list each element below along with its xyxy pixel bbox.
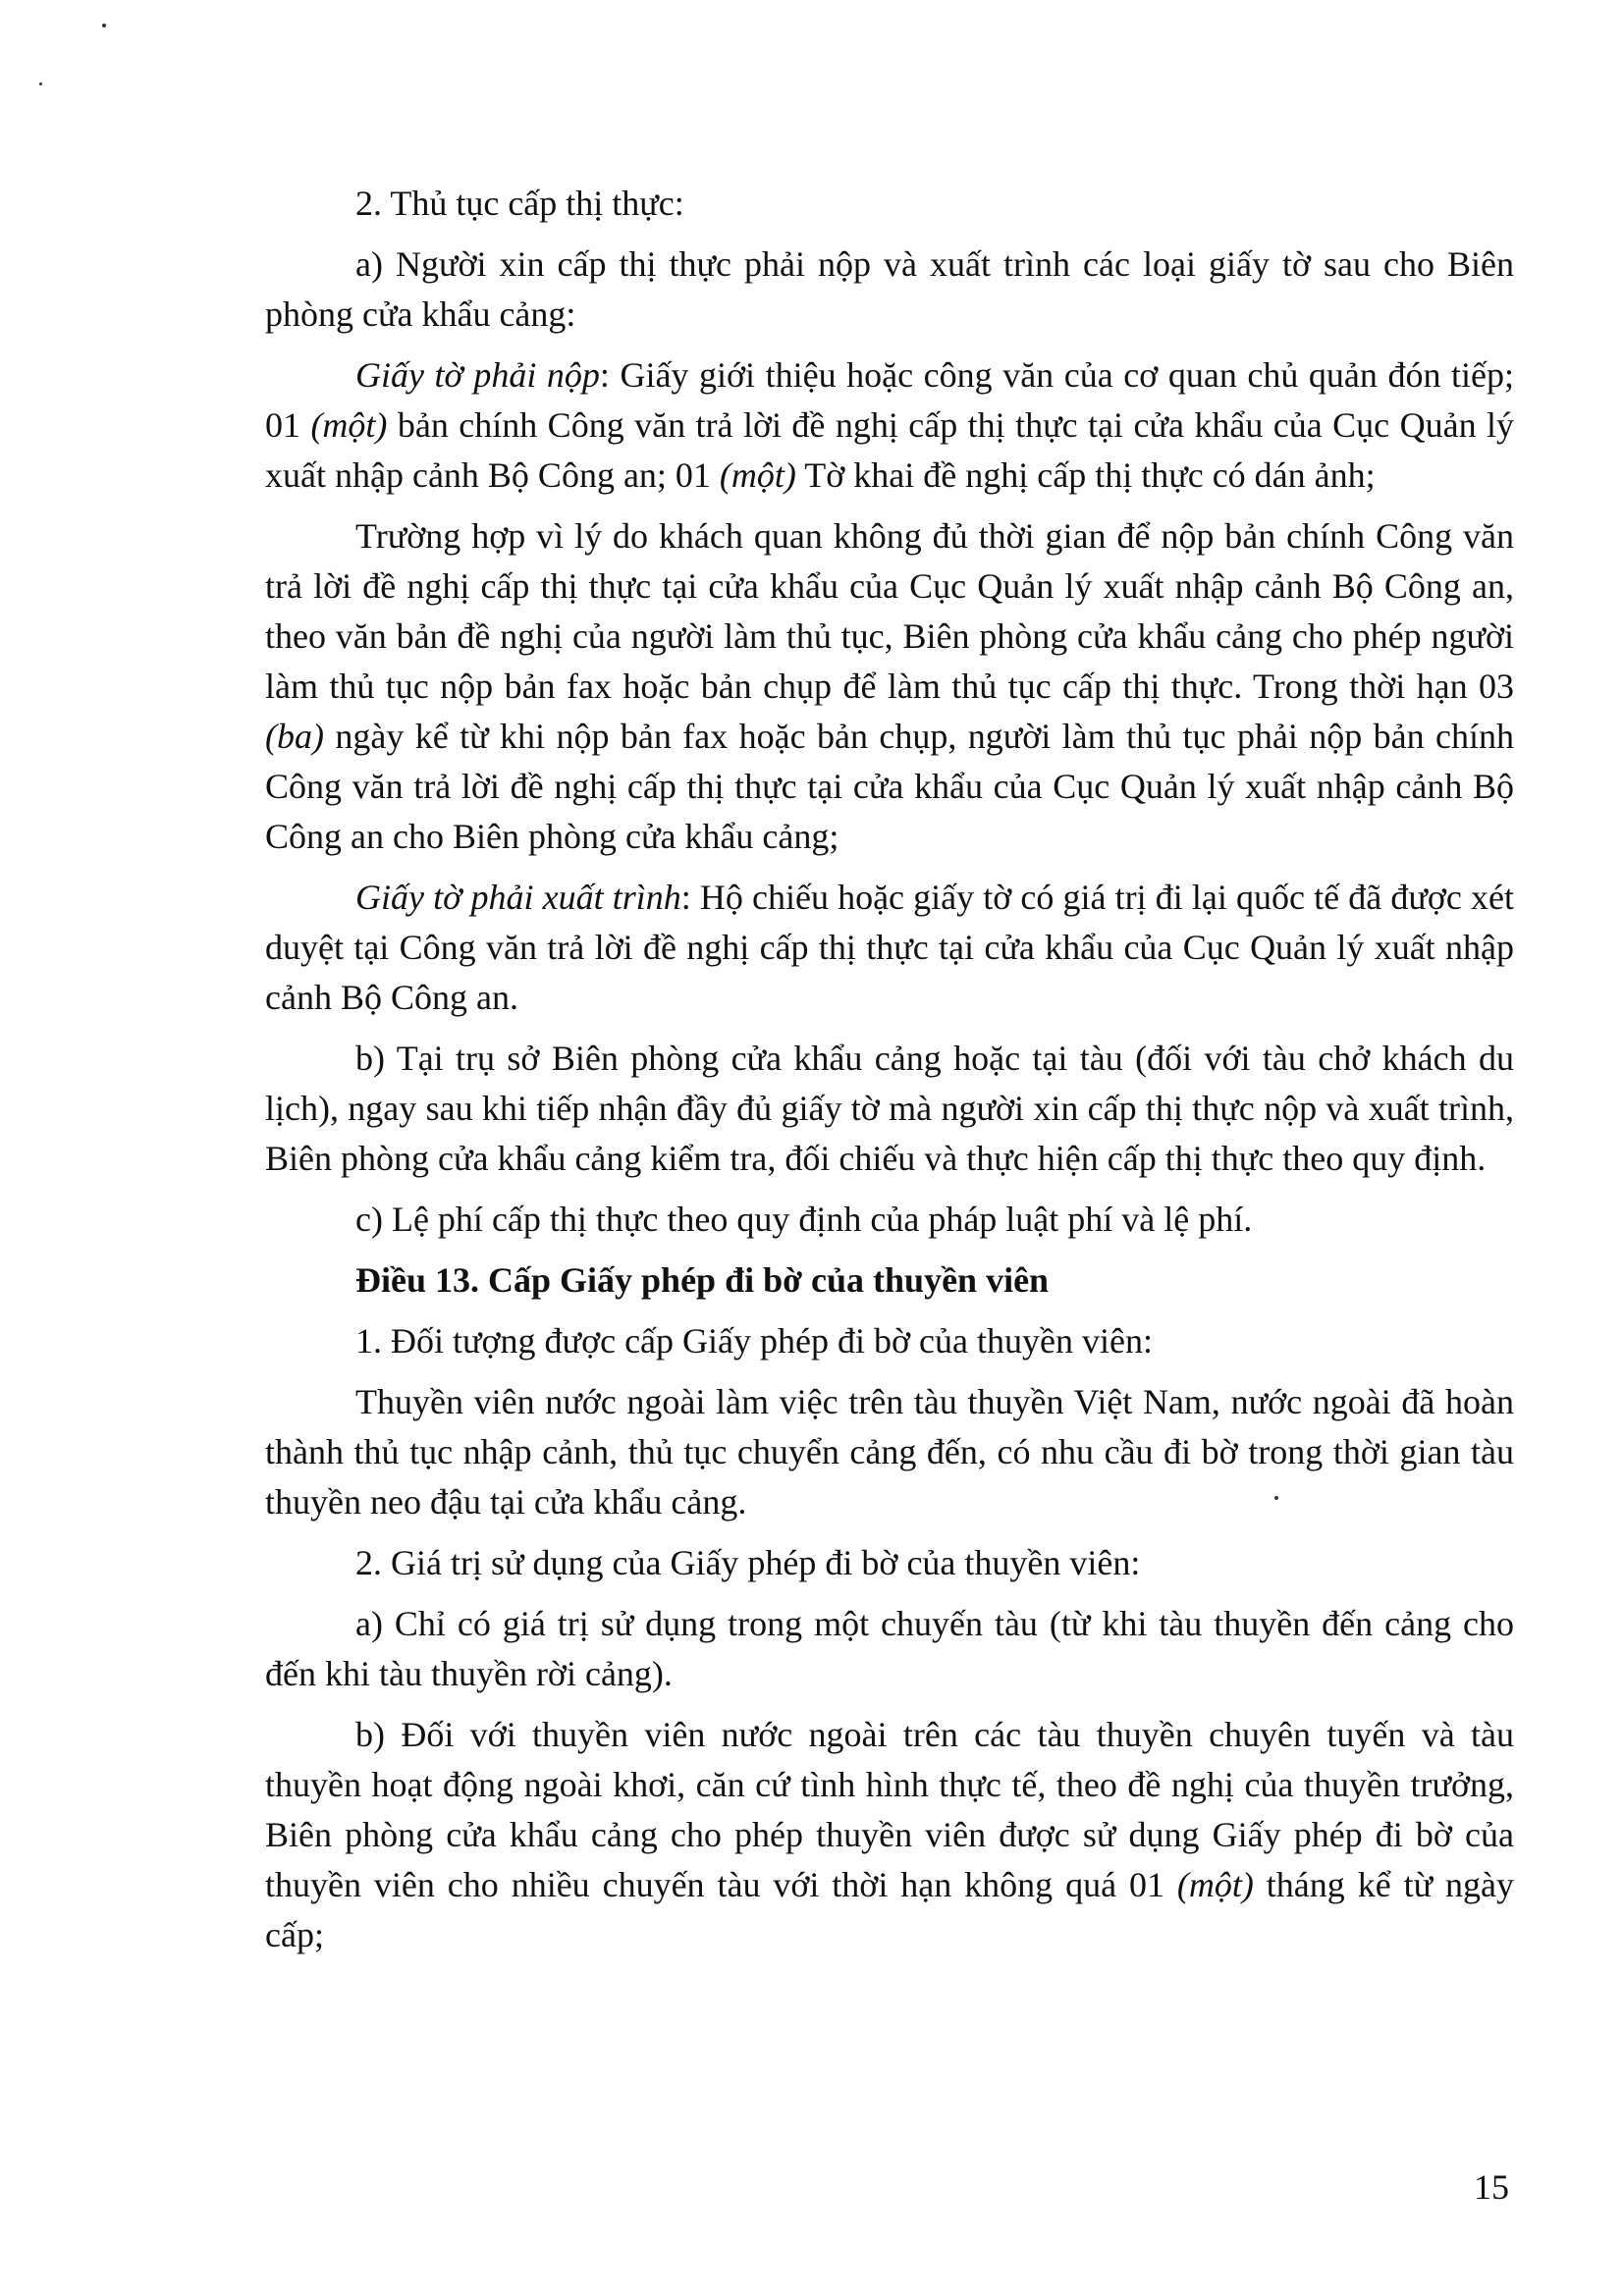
- paragraph-eligible-persons: 1. Đối tượng được cấp Giấy phép đi bờ của thuyền viên:: [355, 1321, 1153, 1361]
- page-number: 15: [1474, 2167, 1509, 2207]
- paragraph-visa-procedure: 2. Thủ tục cấp thị thực:: [355, 184, 684, 223]
- document-body: [265, 179, 1514, 1960]
- paragraph-single-voyage: a) Chỉ có giá trị sử dụng trong một chuyến tàu (từ khi tàu thuyền đến cảng cho đến khi tàu thuyền rời cảng).: [265, 1604, 1514, 1693]
- paragraph-documents-to-submit: Giấy tờ phải nộp: Giấy giới thiệu hoặc công văn của cơ quan chủ quản đón tiếp; 01 (một) bản chính Công văn trả lời đề nghị cấp thị thực tại cửa khẩu của Cục Quản lý xuất nhập cảnh Bộ Công an; 01 (một) Tờ khai đề nghị cấp thị thực có dán ảnh;: [265, 355, 1515, 495]
- scan-speck: [39, 82, 42, 85]
- article-heading: Điều 13. Cấp Giấy phép đi bờ của thuyền viên: [355, 1260, 1050, 1300]
- paragraph-issuance-location: b) Tại trụ sở Biên phòng cửa khẩu cảng hoặc tại tàu (đối với tàu chở khách du lịch), ngay sau khi tiếp nhận đầy đủ giấy tờ mà người xin cấp thị thực nộp và xuất trình, Biên phòng cửa khẩu cảng kiểm tra, đối chiếu và thực hiện cấp thị thực theo quy định.: [265, 1039, 1514, 1178]
- paragraph-permit-validity: 2. Giá trị sử dụng của Giấy phép đi bờ của thuyền viên:: [355, 1543, 1141, 1582]
- paragraph-documents-required: a) Người xin cấp thị thực phải nộp và xuất trình các loại giấy tờ sau cho Biên phòng cửa khẩu cảng:: [265, 244, 1514, 334]
- paragraph-visa-fee: c) Lệ phí cấp thị thực theo quy định của pháp luật phí và lệ phí.: [355, 1200, 1253, 1239]
- paragraph-documents-to-present: Giấy tờ phải xuất trình: Hộ chiếu hoặc giấy tờ có giá trị đi lại quốc tế đã được xét duyệt tại Công văn trả lời đề nghị cấp thị thực tại cửa khẩu của Cục Quản lý xuất nhập cảnh Bộ Công an.: [265, 878, 1514, 1017]
- lead-term: Giấy tờ phải nộp: [355, 355, 600, 395]
- paragraph-fax-case: Trường hợp vì lý do khách quan không đủ thời gian để nộp bản chính Công văn trả lời đề nghị cấp thị thực tại cửa khẩu của Cục Quản lý xuất nhập cảnh Bộ Công an, theo văn bản đề nghị của người làm thủ tục, Biên phòng cửa khẩu cảng cho phép người làm thủ tục nộp bản fax hoặc bản chụp để làm thủ tục cấp thị thực. Trong thời hạn 03 (ba) ngày kể từ khi nộp bản fax hoặc bản chụp, người làm thủ tục phải nộp bản chính Công văn trả lời đề nghị cấp thị thực tại cửa khẩu của Cục Quản lý xuất nhập cảnh Bộ Công an cho Biên phòng cửa khẩu cảng;: [265, 516, 1514, 856]
- paragraph-foreign-crew: Thuyền viên nước ngoài làm việc trên tàu thuyền Việt Nam, nước ngoài đã hoàn thành thủ tục nhập cảnh, thủ tục chuyển cảng đến, có nhu cầu đi bờ trong thời gian tàu thuyền neo đậu tại cửa khẩu cảng.: [265, 1382, 1514, 1522]
- paragraph-multiple-voyages: b) Đối với thuyền viên nước ngoài trên các tàu thuyền chuyên tuyến và tàu thuyền hoạt động ngoài khơi, căn cứ tình hình thực tế, theo đề nghị của thuyền trưởng, Biên phòng cửa khẩu cảng cho phép thuyền viên được sử dụng Giấy phép đi bờ của thuyền viên cho nhiều chuyến tàu với thời hạn không quá 01 (một) tháng kể từ ngày cấp;: [265, 1715, 1514, 1954]
- lead-term: Giấy tờ phải xuất trình: [355, 878, 681, 917]
- scan-speck: [102, 24, 106, 27]
